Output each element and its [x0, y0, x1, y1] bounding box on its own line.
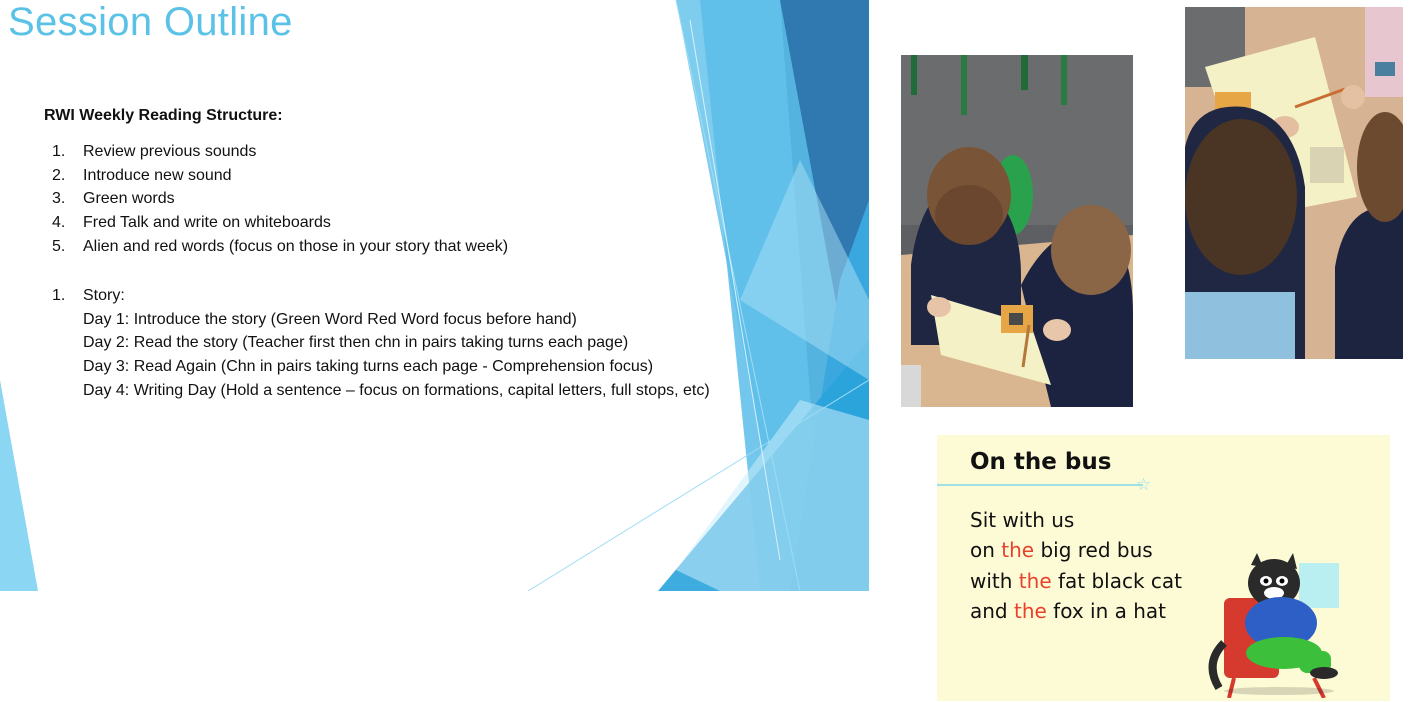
list-text: Introduce new sound [83, 166, 232, 184]
story-day [52, 379, 710, 403]
classroom-photo-2 [1185, 7, 1403, 359]
list-number: 4. [52, 214, 66, 232]
list-number: 1. [52, 143, 66, 160]
story-day-text: Day 4: Writing Day (Hold a sentence – focus on formations, capital letters, full stops, etc) [83, 381, 710, 399]
book-page [937, 435, 1390, 701]
story-list [52, 284, 710, 403]
story-label: Story: [83, 287, 125, 304]
list-text: Alien and red words (focus on those in your story that week) [83, 237, 509, 255]
book-line: and the fox in a hat [970, 599, 1167, 624]
list-item [52, 164, 508, 188]
list-item [52, 211, 508, 235]
list-item [52, 187, 508, 211]
classroom-photo-1 [901, 55, 1133, 407]
red-word: the [1001, 538, 1035, 563]
book-text [970, 505, 1182, 627]
list-item [52, 235, 508, 259]
star-icon: ☆ [1136, 475, 1152, 494]
title-underline [937, 484, 1143, 486]
book-line: with the fat black cat [970, 568, 1183, 593]
red-word: the [1013, 599, 1047, 624]
story-day [52, 331, 710, 355]
story-item [52, 284, 710, 308]
page-title: Session Outline [8, 0, 293, 44]
story-day [52, 355, 710, 379]
section-heading: RWI Weekly Reading Structure: [44, 107, 283, 124]
story-day-text: Day 3: Read Again (Chn in pairs taking turns each page - Comprehension focus) [83, 358, 654, 376]
list-text: Review previous sounds [83, 143, 257, 160]
list-number: 2. [52, 166, 66, 184]
story-day-text: Day 1: Introduce the story (Green Word Red Word focus before hand) [83, 310, 577, 328]
list-item [52, 140, 508, 164]
red-word: the [1018, 568, 1052, 593]
cat-illustration [1199, 553, 1359, 698]
list-number: 1. [52, 287, 66, 304]
story-day [52, 308, 710, 332]
book-title: On the bus [970, 449, 1112, 475]
list-number: 5. [52, 237, 66, 255]
book-line: on the big red bus [970, 538, 1153, 563]
list-number: 3. [52, 190, 66, 208]
story-day-text: Day 2: Read the story (Teacher first then chn in pairs taking turns each page) [83, 334, 629, 352]
structure-list [52, 140, 508, 259]
list-text: Green words [83, 190, 175, 208]
list-text: Fred Talk and write on whiteboards [83, 214, 331, 232]
book-line: Sit with us [970, 508, 1075, 532]
